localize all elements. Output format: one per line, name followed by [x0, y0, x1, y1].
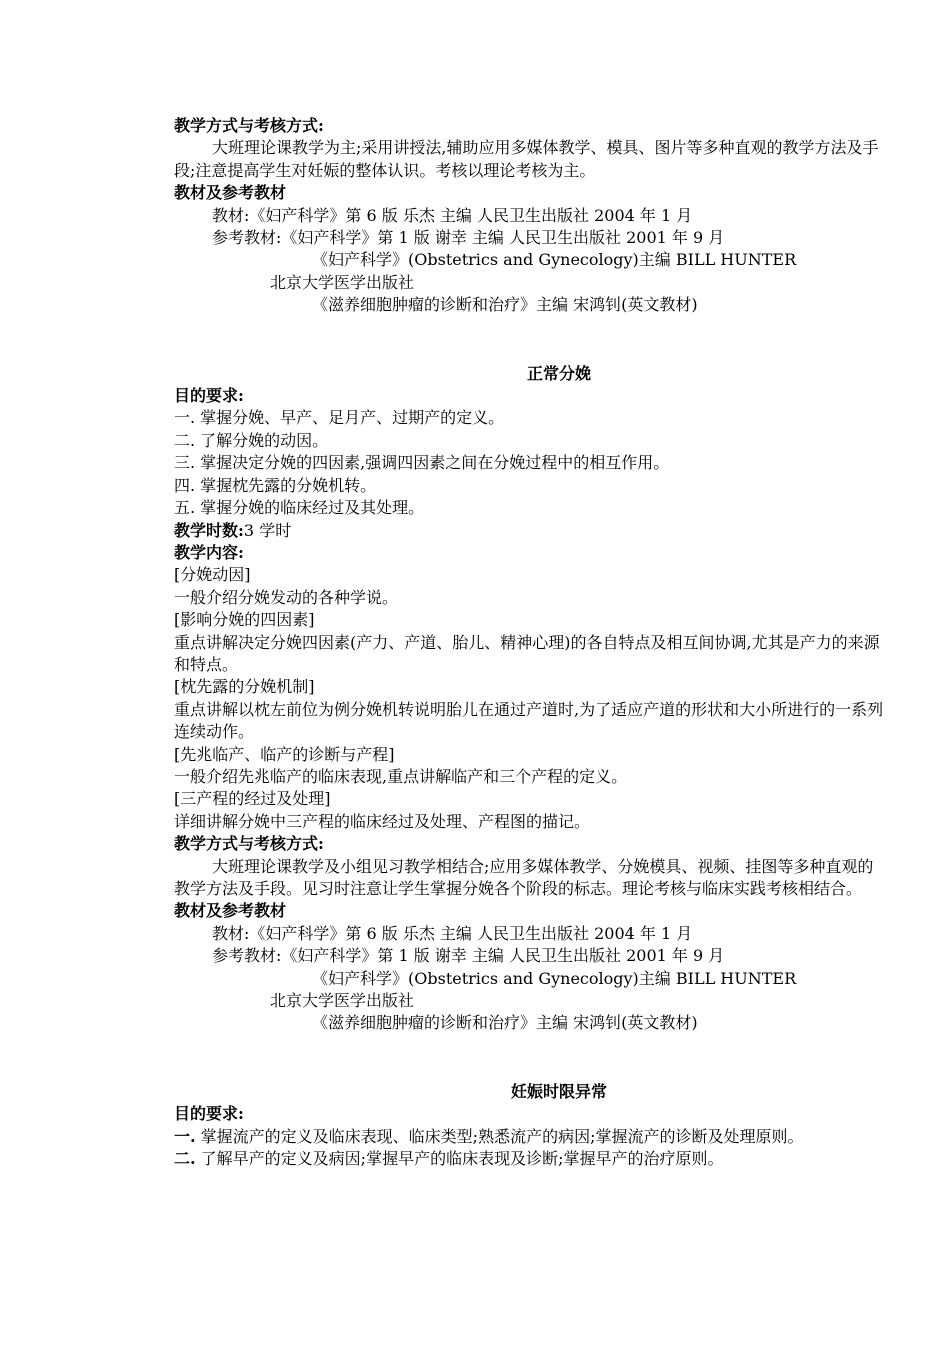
section-title-normal-delivery: 正常分娩: [526, 363, 591, 383]
textbook-line-1: 教材:《妇产科学》第 6 版 乐杰 主编 人民卫生出版社 2004 年 1 月: [212, 205, 693, 225]
textbook-line-2: 教材:《妇产科学》第 6 版 乐杰 主编 人民卫生出版社 2004 年 1 月: [212, 923, 693, 943]
document-page: [174, 115, 884, 1170]
textbook-heading-1: 教材及参考教材: [174, 183, 287, 203]
methods-heading-2: 教学方式与考核方式:: [174, 834, 324, 854]
content-text: 重点讲解以枕左前位为例分娩机转说明胎儿在通过产道时,为了适应产道的形状和大小所进行的一系列连续动作。: [174, 699, 884, 742]
reference-line-2a: 参考教材:《妇产科学》第 1 版 谢幸 主编 人民卫生出版社 2001 年 9 月: [212, 946, 725, 966]
content-topic: [影响分娩的四因素]: [174, 610, 315, 630]
reference-line-1a: 参考教材:《妇产科学》第 1 版 谢幸 主编 人民卫生出版社 2001 年 9 月: [212, 228, 725, 248]
goals-heading-3: 目的要求:: [174, 1104, 244, 1124]
goal-number: 一.: [174, 1126, 196, 1146]
goal-item-3-1: [174, 1126, 884, 1148]
goal-item: 三. 掌握决定分娩的四因素,强调四因素之间在分娩过程中的相互作用。: [174, 453, 670, 473]
goal-item: 一. 掌握分娩、早产、足月产、过期产的定义。: [174, 408, 505, 428]
content-text: 重点讲解决定分娩四因素(产力、产道、胎儿、精神心理)的各自特点及相互间协调,尤其是产力的来源和特点。: [174, 632, 880, 674]
reference-line-1b: 《妇产科学》(Obstetrics and Gynecology)主编 BILL HUNTER: [312, 250, 797, 270]
textbook-heading-2: 教材及参考教材: [174, 901, 287, 921]
reference-line-2d: 《滋养细胞肿瘤的诊断和治疗》主编 宋鸿钊(英文教材): [312, 1013, 698, 1033]
section-title-gestation-abnormal: 妊娠时限异常: [510, 1081, 607, 1101]
reference-line-2b: 《妇产科学》(Obstetrics and Gynecology)主编 BILL HUNTER: [312, 968, 797, 988]
goal-item: 二. 了解分娩的动因。: [174, 430, 329, 450]
reference-line-1d: 《滋养细胞肿瘤的诊断和治疗》主编 宋鸿钊(英文教材): [312, 295, 698, 315]
methods-text-1: 大班理论课教学为主;采用讲授法,辅助应用多媒体教学、模具、图片等多种直观的教学方法及手段;注意提高学生对妊娠的整体认识。考核以理论考核为主。: [174, 138, 879, 180]
content-topic: [三产程的经过及处理]: [174, 789, 331, 809]
goal-item-3-2: [174, 1148, 884, 1170]
goal-item: 五. 掌握分娩的临床经过及其处理。: [174, 498, 425, 518]
reference-line-2c: 北京大学医学出版社: [270, 991, 415, 1011]
content-heading: 教学内容:: [174, 542, 244, 562]
content-text: 详细讲解分娩中三产程的临床经过及处理、产程图的描记。: [174, 811, 591, 831]
teaching-hours-value: 3 学时: [243, 520, 292, 540]
content-text: 一般介绍分娩发动的各种学说。: [174, 587, 399, 607]
reference-line-1c: 北京大学医学出版社: [270, 272, 415, 292]
methods-heading-1: 教学方式与考核方式:: [174, 116, 324, 135]
goal-number: 二.: [174, 1149, 196, 1169]
goal-text: 掌握流产的定义及临床表现、临床类型;熟悉流产的病因;掌握流产的诊断及处理原则。: [200, 1126, 804, 1146]
goal-text: 了解早产的定义及病因;掌握早产的临床表现及诊断;掌握早产的治疗原则。: [200, 1149, 724, 1169]
content-topic: [枕先露的分娩机制]: [174, 677, 315, 697]
content-text: 一般介绍先兆临产的临床表现,重点讲解临产和三个产程的定义。: [174, 766, 628, 786]
teaching-hours: [174, 520, 884, 542]
content-topic: [先兆临产、临产的诊断与产程]: [174, 744, 395, 764]
goals-heading-2: 目的要求:: [174, 386, 244, 406]
content-topic: [分娩动因]: [174, 565, 251, 585]
methods-text-2: 大班理论课教学及小组见习教学相结合;应用多媒体教学、分娩模具、视频、挂图等多种直观的教学方法及手段。见习时注意让学生掌握分娩各个阶段的标志。理论考核与临床实践考核相结合。: [174, 856, 874, 898]
teaching-hours-label: 教学时数:: [174, 520, 244, 540]
goal-item: 四. 掌握枕先露的分娩机转。: [174, 475, 377, 495]
